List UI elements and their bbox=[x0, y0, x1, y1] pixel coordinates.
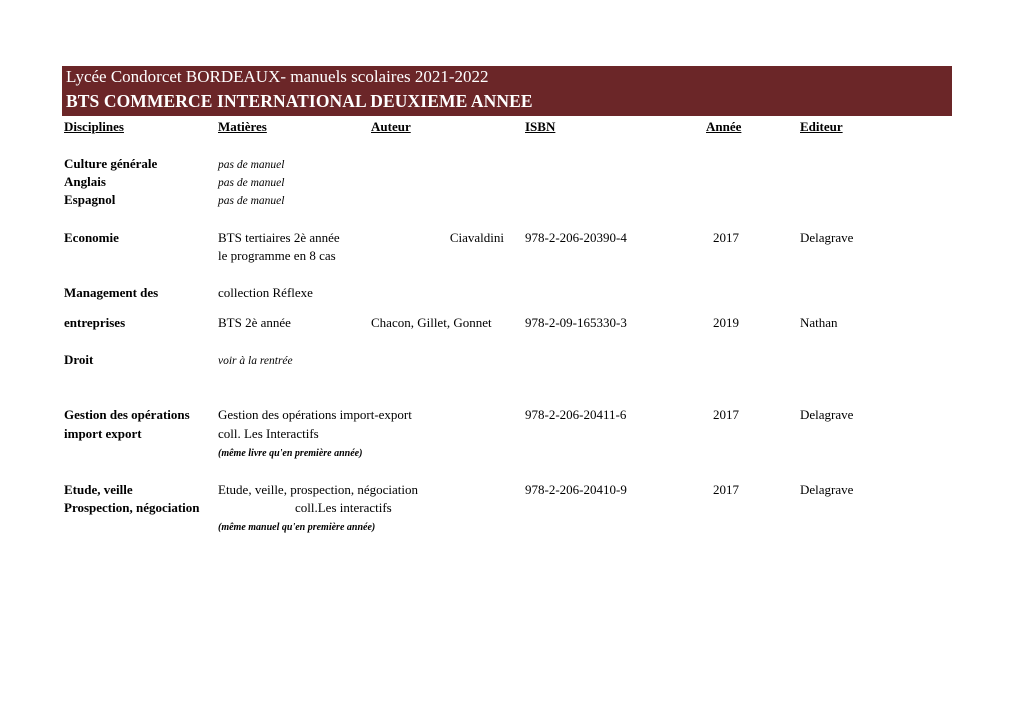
discipline-espagnol: Espagnol bbox=[64, 192, 116, 207]
column-header-disciplines: Disciplines bbox=[64, 119, 124, 134]
isbn-economie: 978-2-206-20390-4 bbox=[525, 230, 627, 245]
discipline-gestion-line2: import export bbox=[64, 426, 142, 441]
discipline-droit: Droit bbox=[64, 352, 94, 367]
matiere-culture-generale: pas de manuel bbox=[218, 159, 285, 171]
discipline-management-line1: Management des bbox=[64, 285, 159, 300]
column-header-auteur: Auteur bbox=[371, 119, 411, 134]
matiere-management-line2: BTS 2è année bbox=[218, 315, 291, 330]
annee-management: 2019 bbox=[713, 315, 739, 330]
isbn-gestion: 978-2-206-20411-6 bbox=[525, 407, 627, 422]
matiere-etude-line2: coll.Les interactifs bbox=[295, 500, 392, 515]
note-etude: (même manuel qu'en première année) bbox=[218, 522, 376, 533]
isbn-etude: 978-2-206-20410-9 bbox=[525, 482, 627, 497]
school-title: Lycée Condorcet BORDEAUX- manuels scolaires 2021-2022 bbox=[66, 67, 489, 86]
discipline-etude-line2: Prospection, négociation bbox=[64, 500, 200, 515]
auteur-economie: Ciavaldini bbox=[449, 230, 504, 245]
matiere-management-line1: collection Réflexe bbox=[218, 285, 313, 300]
discipline-gestion-line1: Gestion des opérations bbox=[64, 407, 190, 422]
discipline-anglais: Anglais bbox=[64, 174, 106, 189]
matiere-espagnol: pas de manuel bbox=[218, 195, 285, 207]
matiere-economie-line2: le programme en 8 cas bbox=[218, 248, 336, 263]
matiere-etude-line1: Etude, veille, prospection, négociation bbox=[218, 482, 418, 497]
column-header-matieres: Matières bbox=[218, 119, 267, 134]
column-header-isbn: ISBN bbox=[525, 119, 556, 134]
annee-economie: 2017 bbox=[713, 230, 739, 245]
discipline-etude-line1: Etude, veille bbox=[64, 482, 133, 497]
matiere-anglais: pas de manuel bbox=[218, 177, 285, 189]
auteur-management: Chacon, Gillet, Gonnet bbox=[371, 315, 492, 330]
annee-gestion: 2017 bbox=[713, 407, 739, 422]
program-title: BTS COMMERCE INTERNATIONAL DEUXIEME ANNEE bbox=[66, 91, 533, 111]
editeur-etude: Delagrave bbox=[800, 482, 854, 497]
isbn-management: 978-2-09-165330-3 bbox=[525, 315, 627, 330]
editeur-gestion: Delagrave bbox=[800, 407, 854, 422]
discipline-management-line2: entreprises bbox=[64, 315, 126, 330]
matiere-economie-line1: BTS tertiaires 2è année bbox=[218, 230, 340, 245]
discipline-economie: Economie bbox=[64, 230, 119, 245]
matiere-gestion-line1: Gestion des opérations import-export bbox=[218, 407, 412, 422]
annee-etude: 2017 bbox=[713, 482, 739, 497]
title-banner bbox=[62, 66, 952, 116]
column-header-annee: Année bbox=[706, 119, 742, 134]
editeur-management: Nathan bbox=[800, 315, 838, 330]
discipline-culture-generale: Culture générale bbox=[64, 156, 158, 171]
matiere-droit: voir à la rentrée bbox=[218, 355, 293, 367]
column-header-editeur: Editeur bbox=[800, 119, 843, 134]
editeur-economie: Delagrave bbox=[800, 230, 854, 245]
matiere-gestion-line2: coll. Les Interactifs bbox=[218, 426, 319, 441]
note-gestion: (même livre qu'en première année) bbox=[218, 448, 363, 459]
